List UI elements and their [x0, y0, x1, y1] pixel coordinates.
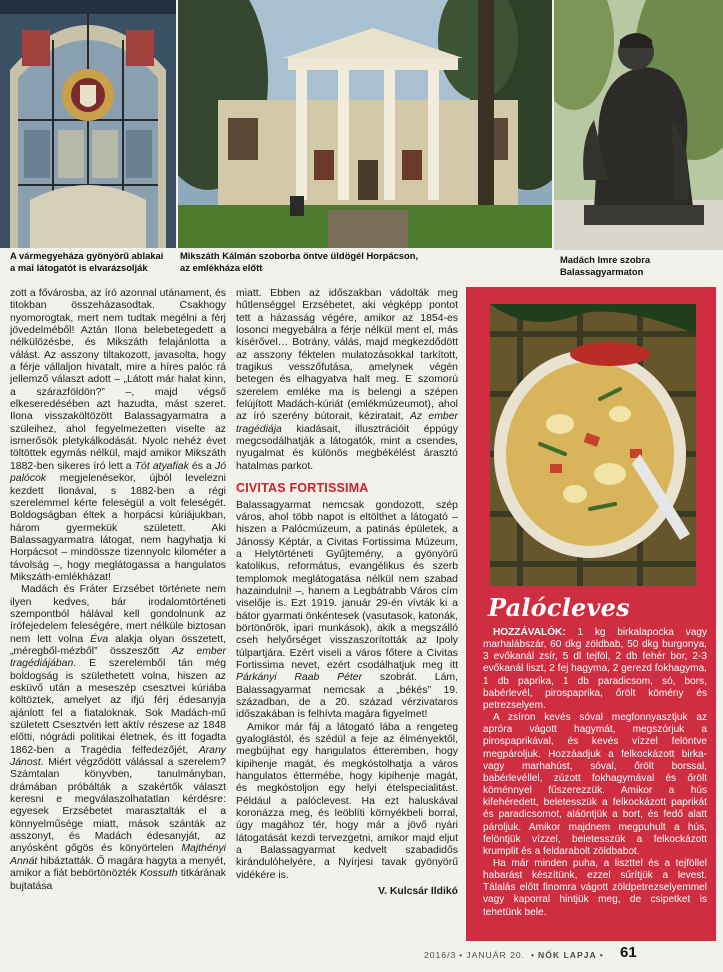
statue-photo-caption	[560, 254, 720, 277]
recipe-body	[483, 627, 707, 919]
soup-dish-photo	[490, 304, 696, 586]
footer-issue-date: 2016/3 • JANUÁR 20.	[424, 950, 526, 960]
article-paragraph	[236, 500, 458, 722]
article-paragraph: Amikor már fáj a látogató lába a rengeteg gyaloglástól, és szédül a feje az élményektől, megbújhat egy hangulatos étteremben, hogy kipihenje magát, és megkóstolhatja a város hangulatos éttermébe, hogy kipihenje magát, és megkóstoljon egy helyi ételspecialitást. Például a palóclevest. Ha ezt haluskával koronázza meg, és leöblíti környékbeli borral, úgy magához tér, hogy már a jövő nyári látogatását kezdi tervezgetni, amikor majd eljut a Balassagyarmat kedvelt szabadidős kirándulóhelyére, a Nyírjesi tavak gyönyörű vidékére is.	[236, 721, 458, 881]
house-photo-caption	[180, 250, 510, 273]
magazine-name: NŐK LAPJA	[538, 950, 597, 960]
text-run: miatt. Ebben az időszakban vádolták meg hűtlenséggel Erzsébetet, aki végképp pontot tett a házasság végére, amikor az 1854-es losonci megyebálra a férje nélkül ment el, más kísérővel… Botrány, válás, majd megkezdődött az asszony féktelen mulatozásokkal tarkított, tragikus vesszőfutása, amelynek végén betegen és elhagyatva halt meg. E szomorú szerelem emléke ma is belengi a szépen felújított Madách-kúriát (emlékmúzeumot), ahol az író szerény bútorait, kéziratait,	[236, 288, 458, 423]
issue-date: JANUÁR 20.	[466, 950, 526, 960]
caption-line: Mikszáth Kálmán szoborba öntve üldögél Horpácson,	[180, 250, 419, 261]
recipe-ingredients	[483, 627, 707, 712]
caption-line: Balassagyarmaton	[560, 265, 644, 277]
mikszath-memorial-house-photo	[178, 0, 552, 248]
text-run: megjelenésekor, újból levelezni kezdett Ilonával, s 1882-ben a régi szerelemmel kérte feleségül a volt feleségét. Boldogságban éltek a horpácsi kúriájukban, három gyermekük született. Aki Balassagyarmatra látogat, nem hagyhatja ki Horpácsot – mindössze tizennyolc kilométer a távolság –, hogy meglátogassa a hangulatos Mikszáth-emlékházat!	[10, 473, 226, 583]
italic-title: Jó palócok	[10, 460, 227, 485]
text-run: alakja olyan összetett, „méregből-mézből” összeszőtt	[10, 633, 226, 657]
italic-name: Párkányi Raab Péter	[236, 672, 363, 684]
caption-line: a mai látogatót is elvarázsolják	[10, 261, 148, 273]
caption-line: az emlékháza előtt	[180, 261, 263, 273]
caption-line: A vármegyeháza gyönyörű ablakai	[10, 250, 164, 261]
text-run: Madách és Fráter Erzsébet története nem ilyen kedves, bár irodalomtörténeti szempontból hálával kell gondolnunk az írófejedelem feleségére, mert nélküle biztosan nem lett volna	[10, 584, 226, 645]
italic-name: Arany Jánost	[10, 744, 226, 769]
stained-glass-window-photo	[0, 0, 176, 248]
text-run: és a	[188, 460, 215, 472]
italic-name: Majthényi Annát	[10, 843, 226, 867]
footer-magazine-name: • NŐK LAPJA •	[531, 950, 604, 960]
madach-statue-photo	[554, 0, 723, 250]
text-run: szobrát. Lám, Balassagyarmat nemcsak a „békés” 19. században, de a 20. század vérzivataros időszakában is felhívta magára figyelmet!	[236, 672, 458, 721]
section-heading: CIVITAS FORTISSIMA	[236, 481, 369, 496]
ingredients-list: 1 kg birkalapocka vagy marhalábszár, 60 dkg zöldbab, 50 dkg burgonya, 3 evőkanál zsír, 5 dl tejföl, 2 db fehér bor, 2-3 evőkanál liszt, 2 fej hagyma, 2 gerezd fokhagyma, 1 db paprika, 1 db paradicsom, só, bors, babérlevél, pirospaprika, őrölt kömény és petrezselyem.	[483, 627, 707, 711]
issue-number: 2016/3	[424, 950, 457, 960]
window-photo-caption	[10, 250, 178, 273]
text-run: . E szerelemből tán még boldogság is születhetett volna, hiszen az esküvő után a meseszép csesztvei kúriába költöztek, amelyet az ifjú férj édesanyja ajánlott fel a fiataloknak. Sok Madách-mű született Csesztvén lett aktív részese az 1848 előtti, nógrádi politikai életnek, és itt fogadta 1862-ben a Tragédia felfedezőjét,	[10, 658, 226, 756]
italic-name: Kossuth	[139, 868, 178, 880]
article-paragraph	[10, 288, 226, 584]
recipe-step: A zsíron kevés sóval megfonnyasztjuk az apróra vágott hagymát, megszórjuk a pirospaprikával, és kevés vízzel felöntve megpároljuk. Hozzáadjuk a felkockázott birka- vagy marhahúst, sóval, őrölt borssal, babérlevéllel, zúzott fokhagymával és őrölt köménnyel fűszerezzük. Amikor a hús kifehéredett, beletesszük a felkockázott paprikát és paradicsomot, aláöntjük a bort, és fedő alatt pároljuk. Amikor majdnem megpuhult a hús, felöntjük vízzel, beletesszük a felkockázott krumplit és a feldarabolt zöldbabot.	[483, 712, 707, 857]
italic-title: Tót atyafiak	[134, 460, 189, 472]
author-signature: V. Kulcsár Ildikó	[378, 886, 458, 898]
text-run: Balassagyarmat nemcsak gondozott, szép város, ahol több napot is eltölthet a látogató – hiszen a Palócmúzeum, a patinás épületek, a Jánossy Képtár, a Civitas Fortissima Múzeum, a Helytörténeti Gyűjtemény, a gyönyörű katolikus, református, evangélikus és szerb templomok meglátogatása nélkül nem szabad hazaindulni! –, hanem a Legbátrabb Város cím viselője is. Ezt 1919. január 29-én vívták ki a bátor gyarmati önkéntesek (vasutasok, katonák, börtönőrök, ipari munkások), akik a megszálló cseh helyőrséget visszaszorították az Ipoly túlpartjára. Ezért viseli a város főtere a Civitas Fortissima nevet, ezért csodálhatjuk meg itt	[236, 499, 458, 671]
article-paragraph	[236, 288, 458, 473]
caption-line: Madách Imre szobra	[560, 254, 651, 265]
text-run: . Miért végződött válással a szerelem? Számtalan könyvben, tanulmányban, drámában próbálták a szakértők választ keresni e megválaszolhatatlan kérdésre: egyesek Erzsébetet marasztalták el a könnyelműsége miatt, mások szánták az asszonyt, és Madách édesanyját, az anyósként gőgös és könyörtelen	[10, 757, 226, 855]
recipe-title: Palócleves	[488, 593, 630, 622]
page-number: 61	[620, 944, 637, 961]
italic-name: Éva	[90, 633, 109, 645]
italic-title: Az ember tragédiája	[236, 411, 458, 435]
text-run: titkárának bujtatása	[10, 868, 226, 892]
ingredients-label: HOZZÁVALÓK:	[493, 627, 566, 638]
italic-title: Az ember tragédiájában	[10, 645, 226, 670]
article-middle-column	[236, 288, 458, 899]
text-run: zott a fővárosba, az író azonnal utánament, és titokban összeházasodtak. Csakhogy nyomorogtak, mert nem tudtak megélni a férj jövedelméből! Aztán Ilona belebetegedett a nélkülözésbe, és Mikszáth felajánlotta a válást. Az asszony tiltakozott, javasolta, hogy a férje vállaljon hivatalt, mire a híres palóc rá jellemző választ adott – „Látott már halat kinn, a szárazföldön?” –, majd végső elkeseredésében azt hazudta, mást szeret. Ilona visszaköltözött Balassagyarmatra a szüleihez, ahol fegyelmezetten viselte az ismerősök pletykálkodását. Nyolc nehéz évet töltöttek egymás nélkül, majd amikor Mikszáth 1882-ben sikeres író lett a	[10, 288, 226, 472]
recipe-step: Ha már minden puha, a liszttel és a tejföllel habarást készítünk, ezzel sűrítjük a levest. Tálalás előtt finomra vágott zöldpetrezselyemmel vagy kaporral hintjük meg, de csipetket is tehetünk bele.	[483, 857, 707, 918]
article-left-column	[10, 288, 226, 893]
text-run: hibáztatták. Ő magára hagyta a menyét, amikor a fiát bebörtönözték	[10, 855, 226, 880]
article-paragraph	[10, 584, 226, 893]
recipe-box	[466, 287, 716, 941]
text-run: kiadásait, illusztrációit éppúgy megcsodálhatják a látogatók, mint a csendes, nyugalmat és különös megbékélést árasztó hatalmas parkot.	[236, 423, 458, 472]
